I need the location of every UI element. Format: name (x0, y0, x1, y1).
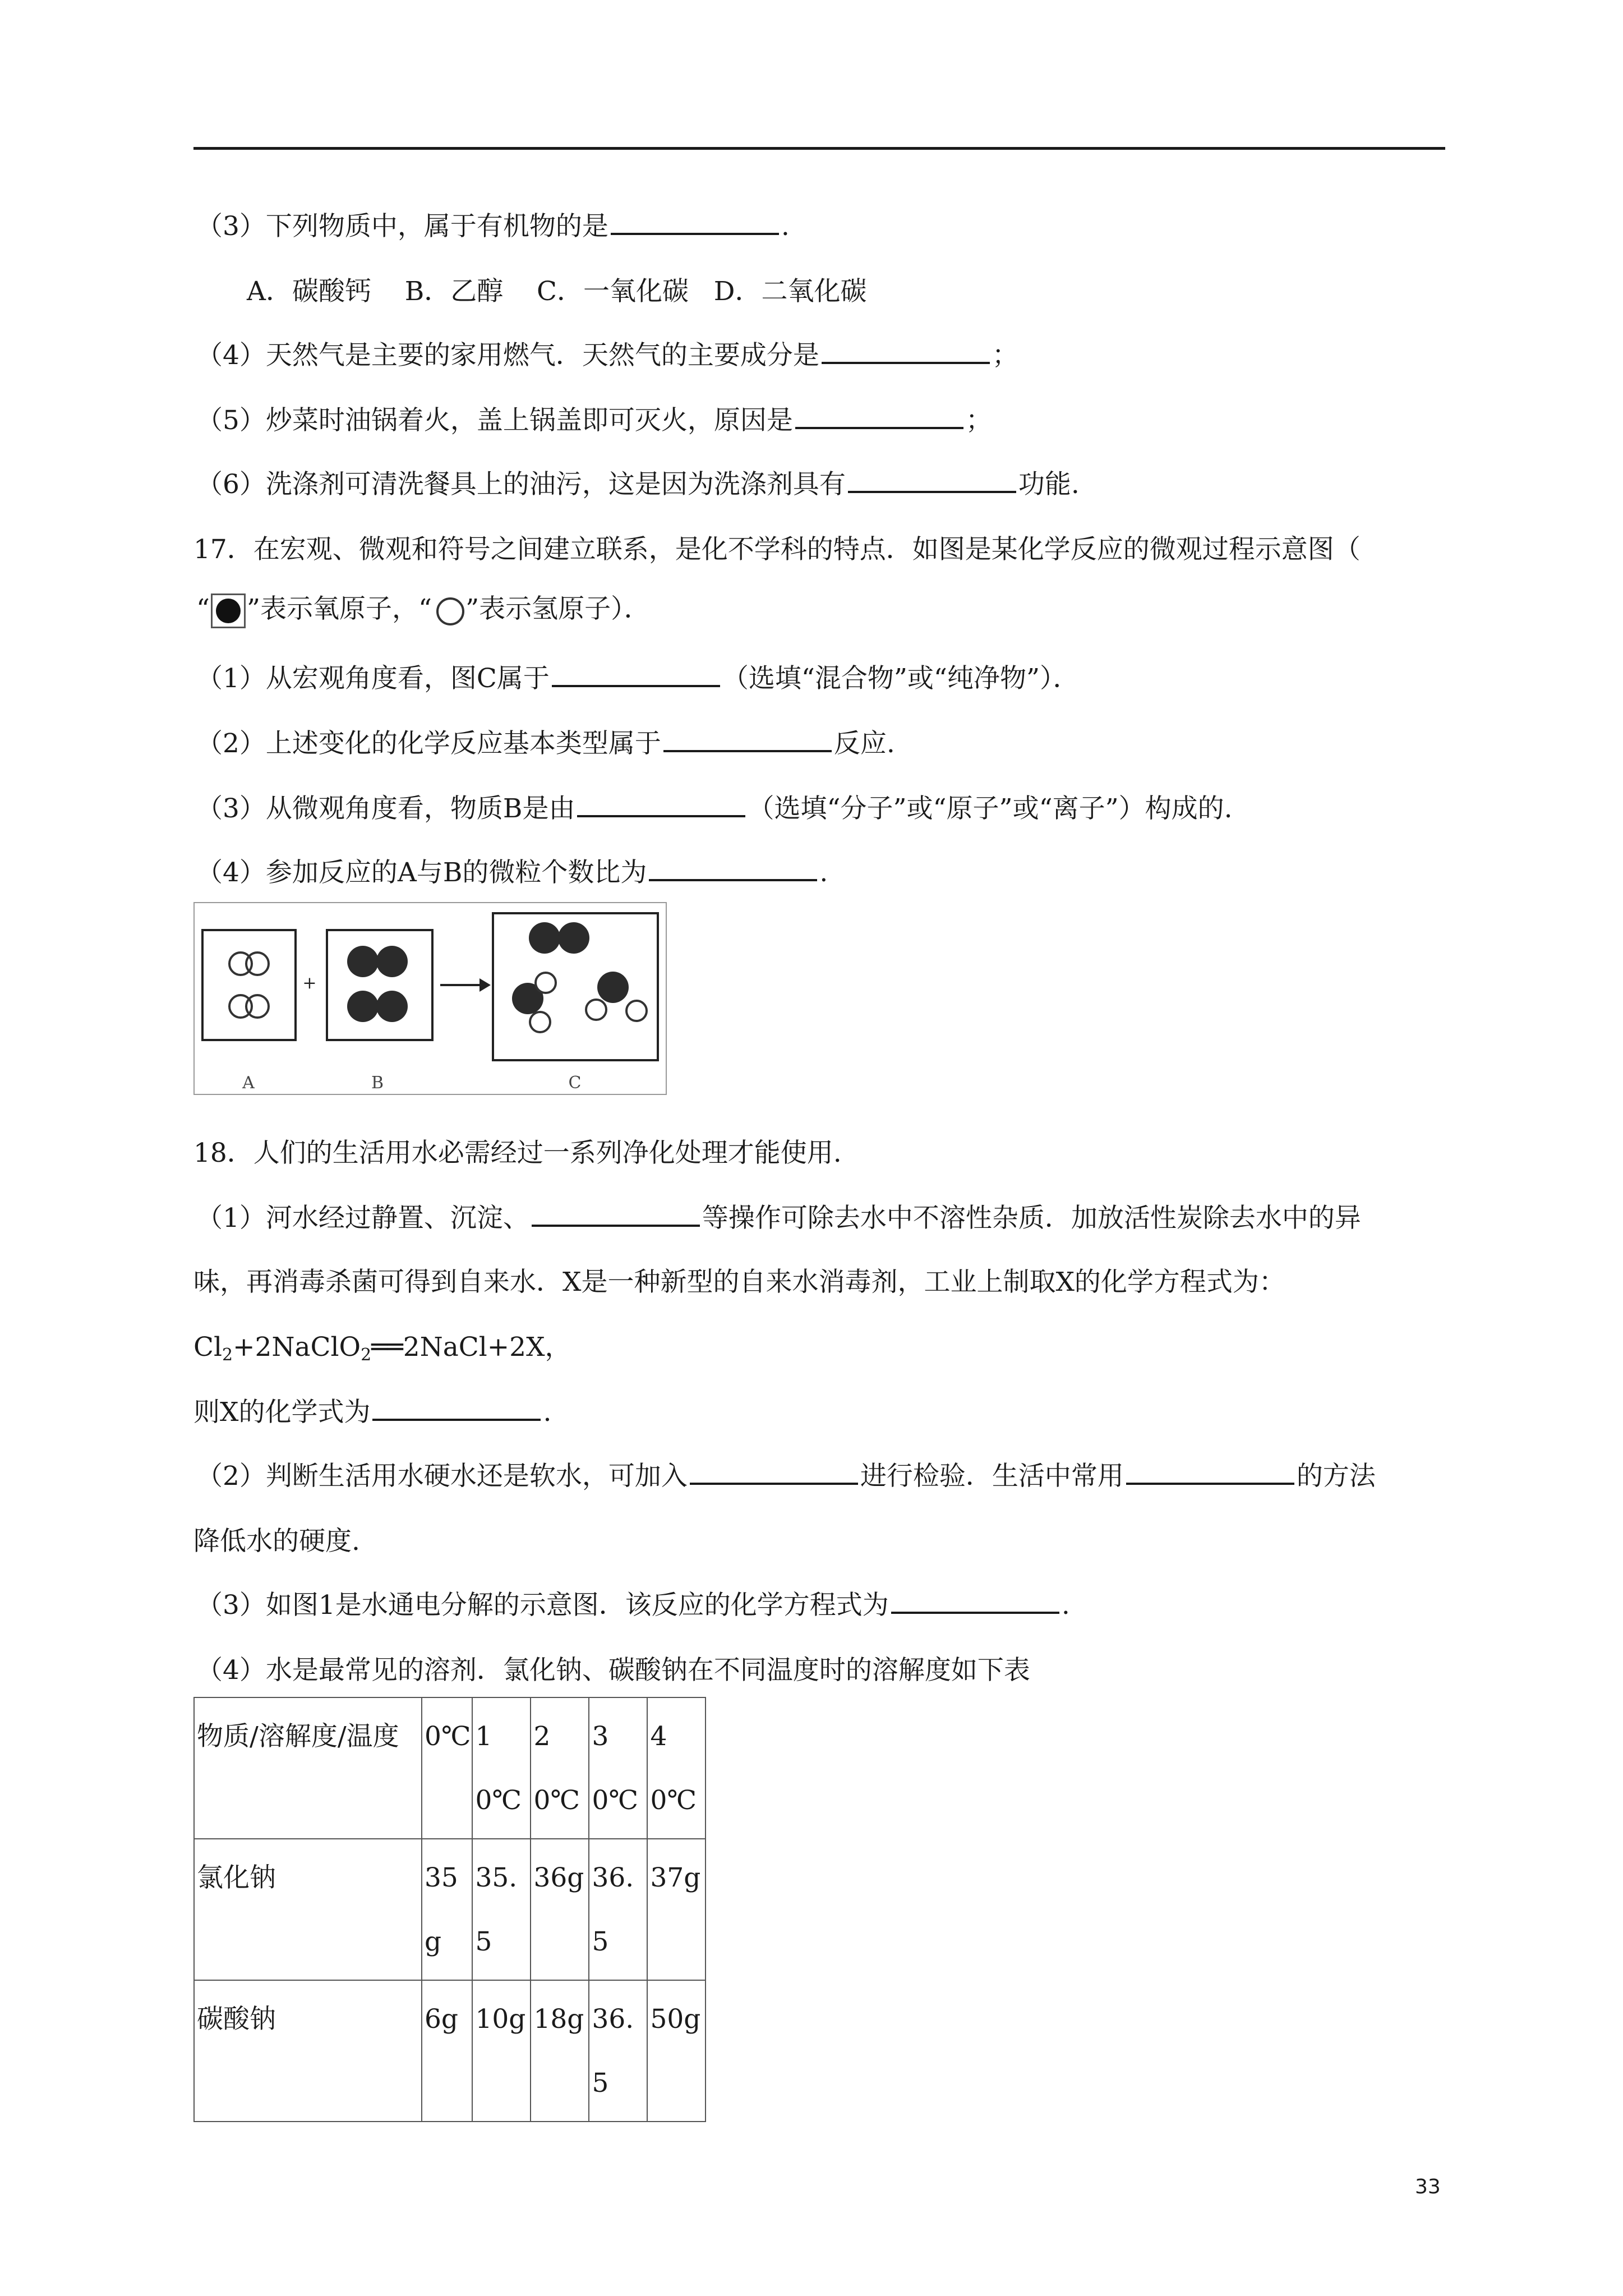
table-header-row (194, 1697, 706, 1839)
answer-blank[interactable] (649, 857, 817, 881)
table-header-cell: 20℃ (531, 1697, 589, 1839)
q18-stem: 18．人们的生活用水必需经过一系列净化处理才能使用. (193, 1138, 842, 1168)
q17-part4: （4）参加反应的A与B的微粒个数比为 . (196, 857, 828, 888)
answer-blank[interactable] (891, 1589, 1059, 1614)
q17-legend: “ ”表示氧原子，“ ”表示氢原子）． (196, 592, 651, 628)
svg-text:+: + (302, 973, 317, 993)
table-cell: 18g (531, 1980, 589, 2122)
header-rule (193, 147, 1445, 150)
q17-part1: （1）从宏观角度看，图C属于 （选填“混合物”或“纯净物”）． (196, 663, 1080, 694)
q18-part2-cont: 降低水的硬度. (193, 1526, 360, 1557)
answer-blank[interactable] (372, 1396, 541, 1421)
answer-blank[interactable] (611, 210, 779, 235)
solubility-table (193, 1697, 706, 2122)
q18-part3: （3）如图1是水通电分解的示意图．该反应的化学方程式为 . (196, 1590, 1070, 1621)
table-cell: 50g (647, 1980, 706, 2122)
q18-part1-cont: 味，再消毒杀菌可得到自来水．X是一种新型的自来水消毒剂，工业上制取X的化学方程式为： (193, 1267, 1285, 1297)
table-cell: 36g (531, 1839, 589, 1980)
q17-part3: （3）从微观角度看，物质B是由 （选填“分子”或“原子”或“离子”）构成的. (196, 793, 1233, 824)
answer-blank[interactable] (663, 728, 832, 752)
q17-stem: 17．在宏观、微观和符号之间建立联系，是化不学科的特点．如图是某化学反应的微观过程示意图（ (193, 534, 1361, 565)
table-row (194, 1839, 706, 1980)
label-b: B (371, 1073, 384, 1093)
answer-blank[interactable] (690, 1460, 858, 1485)
answer-blank[interactable] (1126, 1460, 1294, 1485)
q16-part3: （3）下列物质中，属于有机物的是 . (196, 211, 790, 242)
label-c: C (568, 1073, 582, 1093)
hydrogen-atom-icon (433, 595, 464, 627)
table-header-cell: 30℃ (589, 1697, 647, 1839)
table-header-cell: 物质/溶解度/温度 (194, 1697, 422, 1839)
table-cell: 36.5 (589, 1980, 647, 2122)
table-cell: 氯化钠 (194, 1839, 422, 1980)
q18-part1: （1）河水经过静置、沉淀、 等操作可除去水中不溶性杂质．加放活性炭除去水中的异 (196, 1203, 1361, 1234)
label-a: A (242, 1073, 255, 1093)
q18-part4: （4）水是最常见的溶剂．氯化钠、碳酸钠在不同温度时的溶解度如下表 (196, 1655, 1030, 1686)
q16-part5: （5）炒菜时油锅着火，盖上锅盖即可灭火，原因是 ； (196, 405, 992, 436)
answer-blank[interactable] (822, 339, 990, 364)
answer-blank[interactable] (795, 404, 963, 429)
reaction-diagram (193, 902, 667, 1095)
q16-part4: （4）天然气是主要的家用燃气．天然气的主要成分是 ； (196, 340, 1018, 371)
answer-blank[interactable] (532, 1202, 700, 1227)
table-header-cell: 40℃ (647, 1697, 706, 1839)
table-cell: 6g (422, 1980, 472, 2122)
answer-blank[interactable] (552, 662, 720, 687)
page-number: 33 (1415, 2175, 1441, 2198)
table-header-cell: 0℃ (422, 1697, 472, 1839)
table-header-cell: 10℃ (472, 1697, 531, 1839)
table-row (194, 1980, 706, 2122)
q18-equation: $Cl_2+2NaClO_2══2NaCl+2X$， (193, 1332, 571, 1365)
answer-blank[interactable] (577, 793, 745, 817)
q17-part2: （2）上述变化的化学反应基本类型属于 反应. (196, 728, 895, 759)
table-cell: 35.5 (472, 1839, 531, 1980)
q18-part2: （2）判断生活用水硬水还是软水，可加入 进行检验．生活中常用 的方法 (196, 1461, 1376, 1492)
table-cell: 35g (422, 1839, 472, 1980)
table-cell: 10g (472, 1980, 531, 2122)
q16-part6: （6）洗涤剂可清洗餐具上的油污，这是因为洗涤剂具有 功能. (196, 469, 1080, 500)
table-cell: 36.5 (589, 1839, 647, 1980)
answer-blank[interactable] (848, 468, 1016, 493)
oxygen-atom-icon (211, 593, 246, 628)
table-cell: 碳酸钠 (194, 1980, 422, 2122)
q18-part1-x: 则X的化学式为 . (193, 1397, 552, 1428)
table-cell: 37g (647, 1839, 706, 1980)
q16-options: A．碳酸钙 B．乙醇 C．一氧化碳 D．二氧化碳 (247, 276, 867, 307)
